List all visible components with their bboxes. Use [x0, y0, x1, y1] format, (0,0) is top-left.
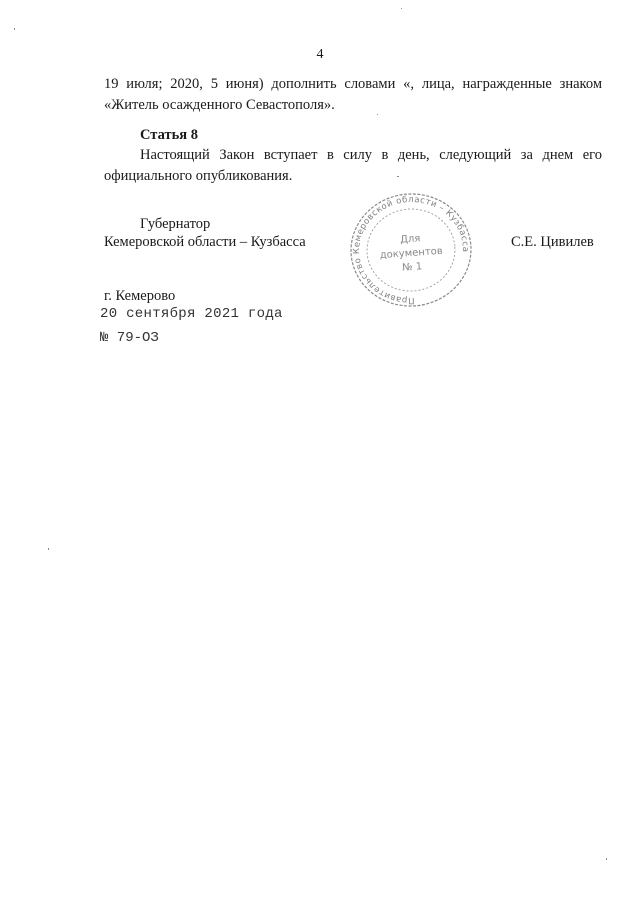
seal-ring-text: Правительство Кемеровской области – Кузбасса — [352, 194, 471, 306]
seal-center-line2: документов — [379, 245, 444, 262]
seal-graphic — [346, 190, 476, 310]
article-title: Статья 8 — [140, 127, 198, 143]
city: г. Кемерово — [104, 288, 176, 304]
scan-speck — [48, 548, 49, 550]
article-text: Настоящий Закон вступает в силу в день, следующий за днем его официального опубликования. — [104, 147, 602, 184]
page-number: 4 — [316, 47, 324, 62]
scan-speck — [401, 8, 402, 9]
official-seal — [346, 190, 476, 310]
scan-speck — [397, 176, 399, 177]
scan-speck — [14, 28, 15, 30]
seal-center-line3: № 1 — [401, 261, 423, 274]
signature-title: Губернатор — [140, 216, 211, 232]
signature-region: Кемеровской области – Кузбасса — [104, 234, 306, 250]
signing-date: 20 сентября 2021 года — [100, 306, 283, 322]
signatory-name: С.Е. Цивилев — [511, 234, 594, 250]
intro-paragraph: 19 июля; 2020, 5 июня) дополнить словами «, лица, награжденные знаком «Житель осажденного Севастополя». — [104, 76, 602, 113]
scan-speck — [377, 114, 378, 115]
law-number: № 79-ОЗ — [100, 330, 159, 346]
scan-speck — [606, 858, 607, 860]
seal-center-line1: Для — [399, 233, 421, 246]
